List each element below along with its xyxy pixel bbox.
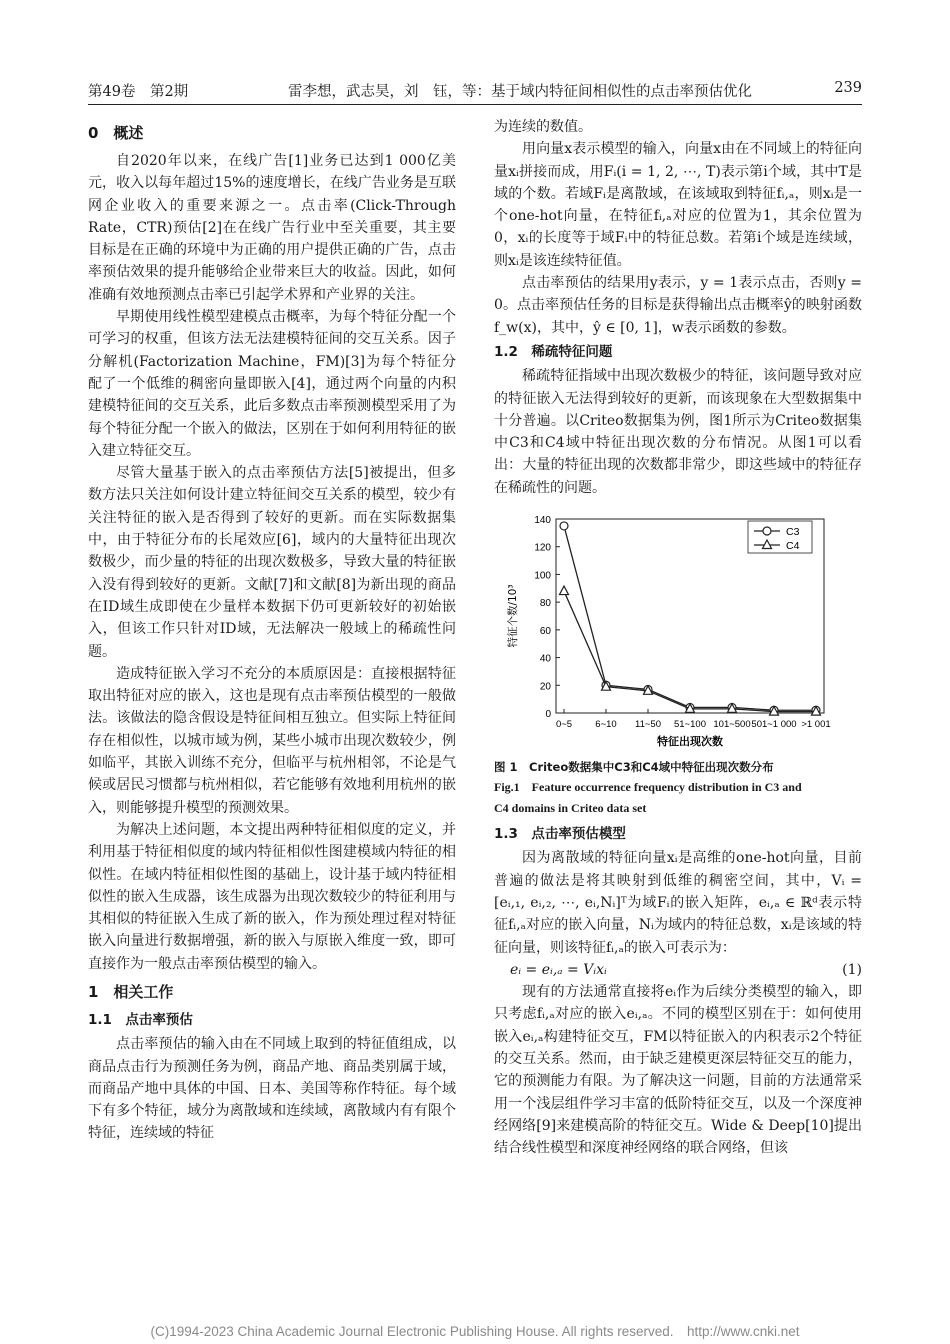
y-tick-label: 140 xyxy=(534,515,551,527)
x-tick-label: 501~1 000 xyxy=(751,719,797,731)
y-tick-label: 100 xyxy=(534,570,551,582)
paragraph: 稀疏特征指域中出现次数极少的特征，该问题导致对应的特征嵌入无法得到较好的更新，而该现象在大型数据集中十分普遍。以Criteo数据集为例，图1所示为Criteo数据集中C3和C4域中特征出现次数的分布情况。从图1可以看出：大量的特征出现的次数都非常少，即这些域中的特征存在稀疏性的问题。 xyxy=(494,368,862,496)
section-0-heading: 0 概述 xyxy=(88,124,144,142)
y-axis-label: 特征个数/10³ xyxy=(507,584,519,648)
series-line-c4 xyxy=(564,591,816,712)
figure-caption-cn: 图 1 Criteo数据集中C3和C4域中特征出现次数分布 xyxy=(494,760,774,775)
section-1-2-heading: 1.2 稀疏特征问题 xyxy=(494,343,613,360)
data-point-c4 xyxy=(560,586,569,595)
legend-label: C3 xyxy=(786,526,800,539)
section-1-1-heading: 1.1 点击率预估 xyxy=(88,1011,193,1028)
y-tick-label: 40 xyxy=(539,653,551,665)
x-axis-label: 特征出现次数 xyxy=(657,735,723,749)
paragraph: 点击率预估的输入由在不同域上取到的特征值组成，以商品点击行为预测任务为例，商品产地、商品类别属于域，而商品产地中具体的中国、日本、美国等称作特征。每个域下有多个特征，域分为离散域和连续域，离散域内有有限个特征，连续域的特征 xyxy=(88,1036,456,1142)
equation-number: (1) xyxy=(842,961,862,978)
line-chart xyxy=(494,507,862,757)
y-tick-label: 0 xyxy=(545,709,551,721)
section-1-heading: 1 相关工作 xyxy=(88,982,174,1001)
equation-body: eᵢ = eᵢ,ₐ = Vᵢxᵢ xyxy=(510,961,607,978)
paragraph: 尽管大量基于嵌入的点击率预估方法[5]被提出，但多数方法只关注如何设计建立特征间交互关系的模型，较少有关注特征的嵌入是否得到了较好的更新。而在实际数据集中，由于特征分布的长尾效应[6]，域内的大量特征出现次数极少，而少量的特征的出现次数极多，导致大量的特征嵌入没有得到较好的更新。文献[7]和文献[8]为新出现的商品在ID域生成即使在少量样本数据下仍可更新较好的初始嵌入，但该工作只针对ID域，无法解决一般域上的稀疏性问题。 xyxy=(88,465,456,660)
x-tick-label: 51~100 xyxy=(674,719,706,731)
copyright-footer: (C)1994-2023 China Academic Journal Electronic Publishing House. All rights reserved. http://www.cnki.net xyxy=(150,1324,800,1339)
paragraph: 为解决上述问题，本文提出两种特征相似度的定义，并利用基于特征相似度的域内特征相似性图建模域内特征的相似性。在域内特征相似性图的基础上，设计基于域内特征相似性的嵌入生成器，该生成器为出现次数较少的特征利用与其相似的特征嵌入生成了新的嵌入，作为预处理过程对特征嵌入向量进行数据增强，新的嵌入与原嵌入维度一致，即可直接作为一般点击率预估模型的输入。 xyxy=(88,821,456,972)
x-tick-label: 0~5 xyxy=(555,719,573,731)
paragraph: 用向量x表示模型的输入，向量x由在不同域上的特征向量xᵢ拼接而成，用Fᵢ(i = 1, 2, ⋯, T)表示第i个域，其中T是域的个数。若域Fᵢ是离散域，在该域取到特征fᵢ,ₐ，则xᵢ是一个one-hot向量，在特征fᵢ,ₐ对应的位置为1，其余位置为0，xᵢ的长度等于域Fᵢ中的特征总数。若第i个域是连续域，则xᵢ是该连续特征值。 xyxy=(494,141,862,269)
paragraph: 自2020年以来，在线广告[1]业务已达到1 000亿美元，收入以每年超过15%的速度增长，在线广告业务是互联网企业收入的重要来源之一。点击率(Click-Through Rate，CTR)预估[2]在在线广告行业中至关重要，其主要目标是在正确的环境中为正确的用户提供正确的广告，点击率预估效果的提升能够给企业带来巨大的收益。因此，如何准确有效地预测点击率已引起学术界和产业界的关注。 xyxy=(88,153,456,303)
legend-marker-c3 xyxy=(763,527,771,535)
y-tick-label: 120 xyxy=(534,542,551,554)
x-tick-label: >1 001 xyxy=(801,719,831,731)
paragraph: 因为离散域的特征向量xᵢ是高维的one-hot向量，目前普遍的做法是将其映射到低维的稠密空间，其中，Vᵢ = [eᵢ,₁, eᵢ,₂, ⋯, eᵢ,Nᵢ]ᵀ为域Fᵢ的嵌入矩阵，eᵢ,ₐ ∈ ℝᵈ表示特征fᵢ,ₐ对应的嵌入向量，Nᵢ为域内的特征总数，xᵢ是该域的特征向量，则该特征fᵢ,ₐ的嵌入可表示为： xyxy=(494,850,862,956)
legend-box xyxy=(748,521,812,553)
equation-1 xyxy=(494,959,862,981)
paragraph: 点击率预估的结果用y表示，y = 1表示点击，否则y = 0。点击率预估任务的目标是获得输出点击概率ŷ的映射函数f_w(x)，其中，ŷ ∈ [0, 1]，w表示函数的参数。 xyxy=(494,275,862,336)
series-line-c3 xyxy=(564,526,816,710)
article-running-title: 雷李想，武志昊，刘 钰，等：基于域内特征间相似性的点击率预估优化 xyxy=(288,84,752,100)
page-number: 239 xyxy=(834,80,862,96)
left-column xyxy=(88,116,456,1145)
paragraph: 现有的方法通常直接将eᵢ作为后续分类模型的输入，即只考虑fᵢ,ₐ对应的嵌入eᵢ,ₐ。不同的模型区别在于：如何使用嵌入eᵢ,ₐ构建特征交互，FM以特征嵌入的内积表示2个特征的交互关系。然而，由于缺乏建模更深层特征交互的能力，它的预测能力有限。为了解决这一问题，目前的方法通常采用一个浅层组件学习丰富的低阶特征交互，以及一个深度神经网络[9]来建模高阶的特征交互。Wide & Deep[10]提出结合线性模型和深度神经网络的联合网络，但该 xyxy=(494,984,862,1157)
figure-caption-en: Fig.1 Feature occurrence frequency distribution in C3 and xyxy=(494,780,802,795)
legend-label: C4 xyxy=(786,540,800,553)
right-column xyxy=(494,116,862,1160)
journal-volume: 第49卷 第2期 xyxy=(88,84,189,100)
paragraph: 为连续的数值。 xyxy=(494,119,592,135)
data-point-c3 xyxy=(560,522,568,530)
paragraph: 造成特征嵌入学习不充分的本质原因是：直接根据特征取出特征对应的嵌入，这也是现有点击率预估模型的一般做法。该做法的隐含假设是特征间相互独立。但实际上特征间存在相似性，以城市域为例，某些小城市出现次数较少，例如临平，其嵌入训练不充分，但临平与杭州相邻，不论是气候或居民习惯都与杭州相似，若它能够有效地利用杭州的嵌入，则能够提升模型的预测效果。 xyxy=(88,665,456,816)
figure-1 xyxy=(494,507,862,819)
running-header xyxy=(88,78,862,105)
paragraph: 早期使用线性模型建模点击概率，为每个特征分配一个可学习的权重，但该方法无法建模特征间的交互关系。因子分解机(Factorization Machine，FM)[3]为每个特征分配了一个低维的稠密向量即嵌入[4]，通过两个向量的内积建模特征间的交互关系，此后多数点击率预测模型采用了为每个特征分配一个嵌入的做法，区别在于如何利用特征的嵌入建立特征交互。 xyxy=(88,309,456,459)
x-tick-label: 101~500 xyxy=(713,719,751,731)
y-tick-label: 20 xyxy=(539,681,551,693)
x-tick-label: 6~10 xyxy=(595,719,617,731)
y-tick-label: 60 xyxy=(539,625,551,637)
section-1-3-heading: 1.3 点击率预估模型 xyxy=(494,826,626,843)
y-tick-label: 80 xyxy=(539,598,551,610)
x-tick-label: 11~50 xyxy=(635,719,661,731)
figure-caption-en: C4 domains in Criteo data set xyxy=(494,801,647,816)
